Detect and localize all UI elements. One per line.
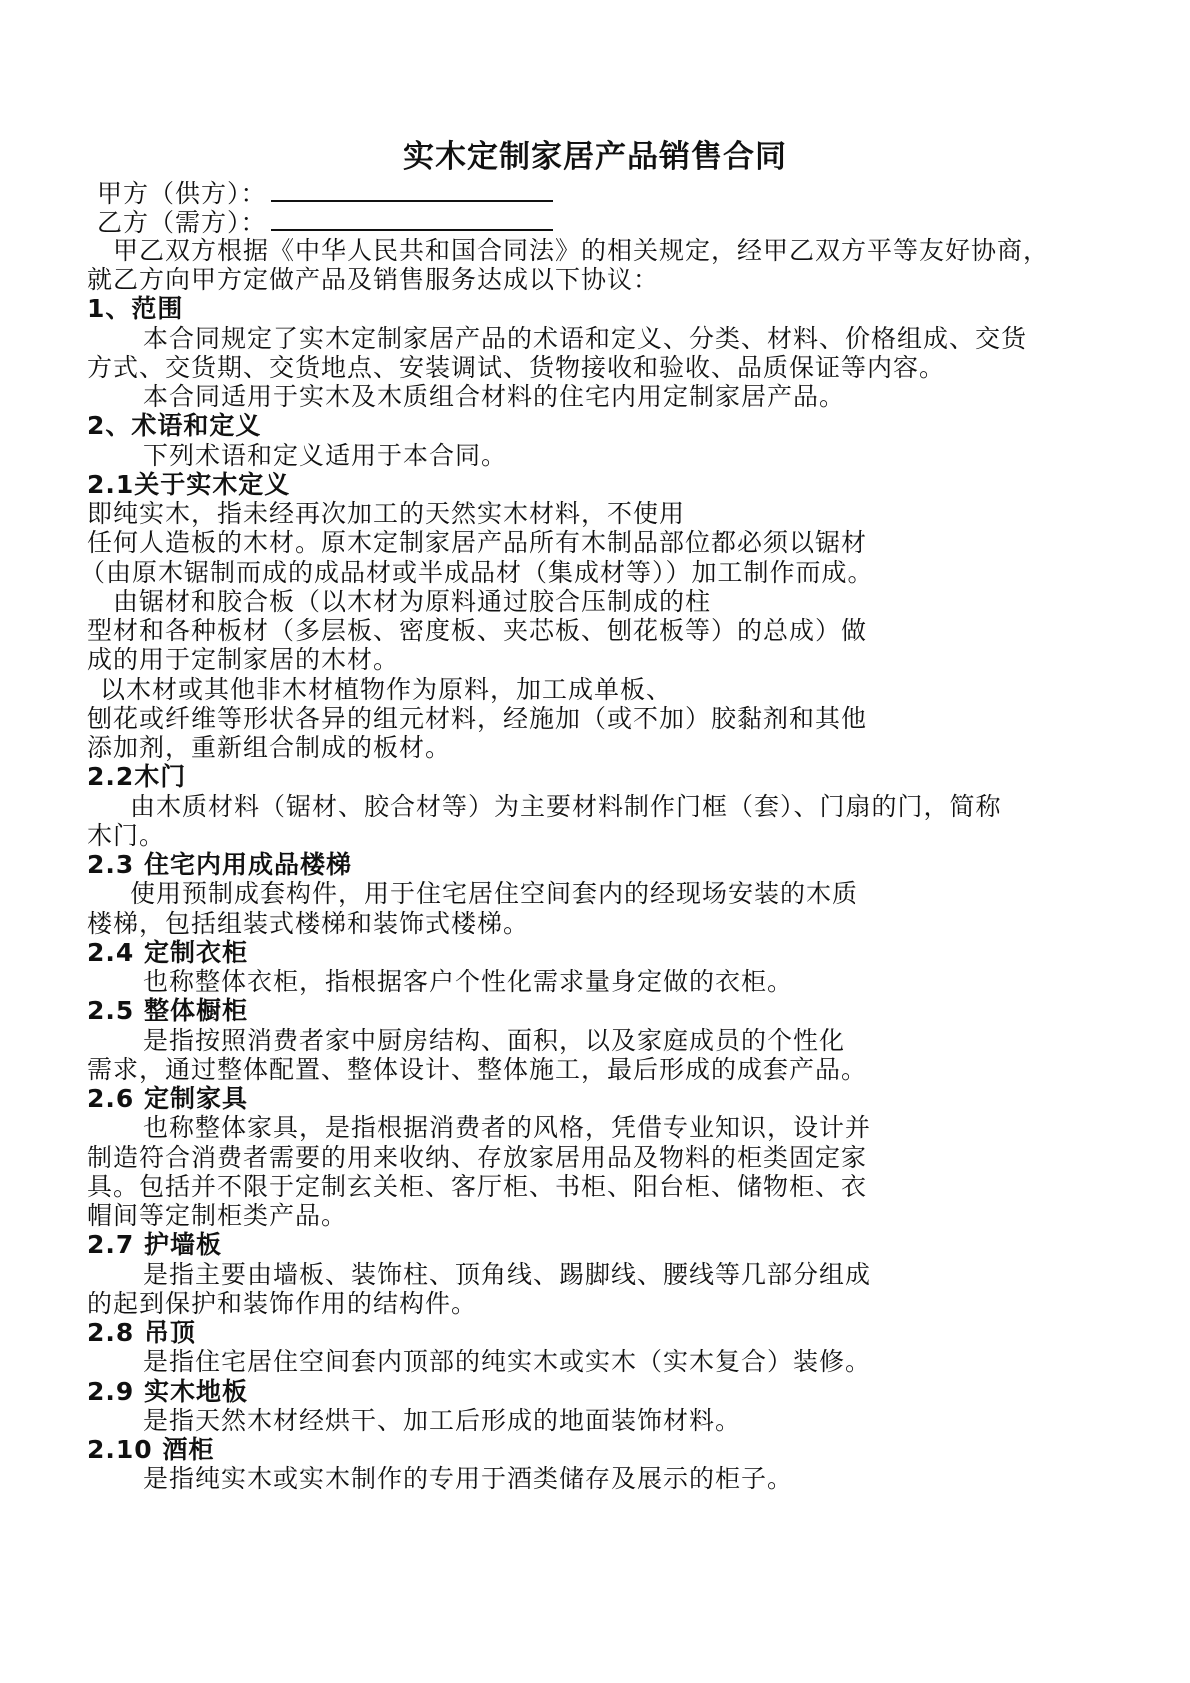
section-2-1-heading: 2.1关于实木定义	[87, 470, 291, 499]
section-2-2-heading: 2.2木门	[87, 762, 187, 791]
section-1-line-1: 本合同规定了实木定制家居产品的术语和定义、分类、材料、价格组成、交货	[143, 324, 1028, 353]
section-2-1-line: （由原木锯制而成的成品材或半成品材（集成材等））加工制作而成。	[80, 558, 874, 587]
preamble-line-1: 甲乙双方根据《中华人民共和国合同法》的相关规定，经甲乙双方平等友好协商，	[113, 236, 1050, 265]
section-2-1-line: 添加剂，重新组合制成的板材。	[87, 733, 452, 762]
section-2-6-line: 具。包括并不限于定制玄关柜、客厅柜、书柜、阳台柜、储物柜、衣	[87, 1172, 868, 1201]
section-2-1-line: 以木材或其他非木材植物作为原料，加工成单板、	[100, 675, 673, 704]
section-2-1-line: 由锯材和胶合板（以木材为原料通过胶合压制成的柱	[113, 587, 712, 616]
section-1-line-2: 方式、交货期、交货地点、安装调试、货物接收和验收、品质保证等内容。	[87, 353, 946, 382]
section-2-heading: 2、术语和定义	[87, 411, 262, 440]
section-2-6-line: 也称整体家具，是指根据消费者的风格，凭借专业知识，设计并	[143, 1113, 872, 1142]
section-2-4-heading: 2.4 定制衣柜	[87, 938, 248, 967]
section-2-7-line: 是指主要由墙板、装饰柱、顶角线、踢脚线、腰线等几部分组成	[143, 1260, 872, 1289]
section-2-2-line: 木门。	[87, 821, 166, 850]
party-b-blank	[271, 205, 553, 231]
section-2-7-line: 的起到保护和装饰作用的结构件。	[87, 1289, 478, 1318]
section-2-9-line: 是指天然木材经烘干、加工后形成的地面装饰材料。	[143, 1406, 742, 1435]
section-2-6-line: 制造符合消费者需要的用来收纳、存放家居用品及物料的柜类固定家	[87, 1143, 868, 1172]
section-2-2-line: 由木质材料（锯材、胶合材等）为主要材料制作门框（套）、门扇的门，简称	[130, 792, 1002, 821]
section-2-6-line: 帽间等定制柜类产品。	[87, 1201, 348, 1230]
section-2-7-heading: 2.7 护墙板	[87, 1230, 222, 1259]
section-2-10-heading: 2.10 酒柜	[87, 1435, 215, 1464]
section-2-5-line: 需求，通过整体配置、整体设计、整体施工，最后形成的成套产品。	[87, 1055, 868, 1084]
section-2-8-line: 是指住宅居住空间套内顶部的纯实木或实木（实木复合）装修。	[143, 1347, 872, 1376]
section-2-8-heading: 2.8 吊顶	[87, 1318, 196, 1347]
section-1-heading: 1、范围	[87, 294, 184, 323]
party-a-label: 甲方（供方）：	[97, 179, 267, 208]
section-2-4-line: 也称整体衣柜，指根据客户个性化需求量身定做的衣柜。	[143, 967, 794, 996]
section-2-10-line: 是指纯实木或实木制作的专用于酒类储存及展示的柜子。	[143, 1464, 794, 1493]
section-2-5-line: 是指按照消费者家中厨房结构、面积，以及家庭成员的个性化	[143, 1026, 846, 1055]
party-b-row	[97, 205, 553, 239]
section-2-1-line: 任何人造板的木材。原木定制家居产品所有木制品部位都必须以锯材	[87, 528, 868, 557]
section-2-5-heading: 2.5 整体橱柜	[87, 996, 248, 1025]
party-b-label: 乙方（需方）：	[97, 208, 267, 237]
section-2-1-line: 型材和各种板材（多层板、密度板、夹芯板、刨花板等）的总成）做	[87, 616, 868, 645]
section-2-6-heading: 2.6 定制家具	[87, 1084, 248, 1113]
preamble-line-2: 就乙方向甲方定做产品及销售服务达成以下协议：	[87, 265, 660, 294]
section-2-3-line: 楼梯，包括组装式楼梯和装饰式楼梯。	[87, 909, 530, 938]
section-2-1-line: 刨花或纤维等形状各异的组元材料，经施加（或不加）胶黏剂和其他	[87, 704, 868, 733]
section-2-3-line: 使用预制成套构件，用于住宅居住空间套内的经现场安装的木质	[130, 879, 859, 908]
section-2-intro: 下列术语和定义适用于本合同。	[143, 441, 508, 470]
document-title: 实木定制家居产品销售合同	[403, 139, 787, 175]
section-1-line-3: 本合同适用于实木及木质组合材料的住宅内用定制家居产品。	[143, 382, 846, 411]
party-a-blank	[271, 176, 553, 202]
section-2-3-heading: 2.3 住宅内用成品楼梯	[87, 850, 352, 879]
section-2-1-line: 成的用于定制家居的木材。	[87, 645, 400, 674]
section-2-1-line: 即纯实木，指未经再次加工的天然实木材料，不使用	[87, 499, 686, 528]
section-2-9-heading: 2.9 实木地板	[87, 1377, 248, 1406]
